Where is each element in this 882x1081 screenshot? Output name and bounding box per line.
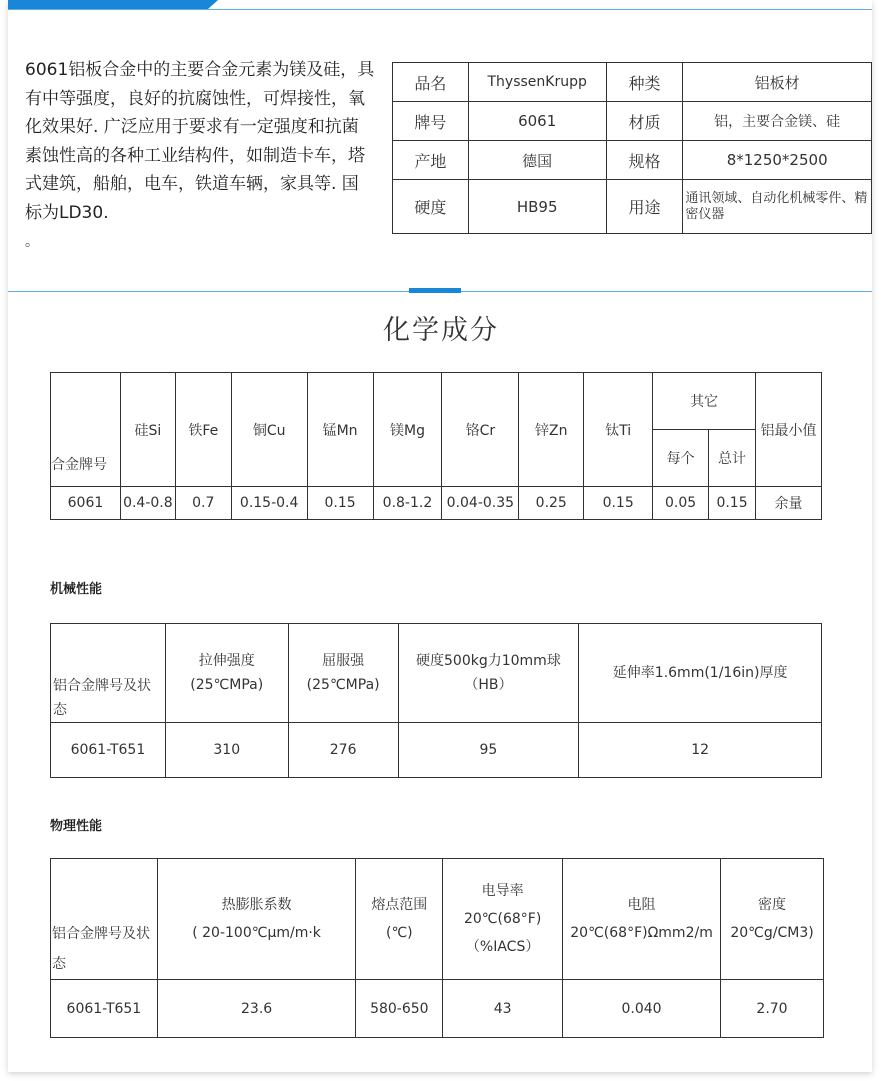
mech-header-text: 铝合金牌号及状态 (53, 677, 151, 718)
phys-header: 电阻 20℃(68°F)Ωmm2/m (563, 859, 721, 980)
spec-value: ThyssenKrupp (468, 63, 606, 102)
chem-header-mn: 锰Mn (307, 373, 373, 487)
chem-title: 化学成分 (383, 315, 499, 346)
mech-heading: 机械性能 (50, 582, 103, 597)
chem-table (50, 372, 822, 520)
table-row (51, 722, 822, 777)
phys-cell: 43 (443, 980, 563, 1038)
intro-tail: 。 (25, 234, 39, 250)
chem-header-si: 硅Si (120, 373, 175, 487)
chem-header-mg: 镁Mg (373, 373, 442, 487)
chem-cell: 0.15 (307, 487, 373, 520)
intro-paragraph (25, 56, 375, 257)
chem-cell: 0.15 (584, 487, 653, 520)
phys-cell: 0.040 (563, 980, 721, 1038)
chem-cell: 6061 (51, 487, 121, 520)
chem-cell: 0.8-1.2 (373, 487, 442, 520)
chem-header-cr: 铬Cr (442, 373, 519, 487)
phys-header: 电导率 20℃(68°F) （%IACS） (443, 859, 563, 980)
mech-cell: 12 (579, 722, 822, 777)
spec-row (393, 141, 872, 180)
spec-key: 规格 (606, 141, 683, 180)
chem-header-min: 铝最小值 (756, 373, 822, 487)
mech-header-row (51, 624, 822, 723)
mech-cell: 276 (288, 722, 398, 777)
mech-cell: 310 (165, 722, 288, 777)
chem-header-row (51, 373, 822, 430)
chem-header-other: 其它 (653, 373, 756, 430)
spec-value: 6061 (468, 102, 606, 141)
spec-key: 用途 (606, 180, 683, 234)
spec-key: 种类 (606, 63, 683, 102)
phys-heading: 物理性能 (50, 819, 103, 834)
chem-cell: 0.04-0.35 (442, 487, 519, 520)
spec-value: 德国 (468, 141, 606, 180)
intro-text: 6061铝板合金中的主要合金元素为镁及硅，具有中等强度，良好的抗腐蚀性，可焊接性，氧化效果好. 广泛应用于要求有一定强度和抗菌素蚀性高的各种工业结构件，如制造卡车，塔式建筑，船舶，电车，铁道车辆，家具等. 国标为LD30. (25, 60, 375, 223)
header-tab (8, 0, 208, 9)
header-line (8, 9, 872, 10)
phys-header: 密度 20℃g/CM3) (721, 859, 824, 980)
chem-cell: 0.7 (175, 487, 231, 520)
chem-cell: 0.15-0.4 (231, 487, 307, 520)
chem-cell: 0.05 (653, 487, 709, 520)
phys-cell: 580-650 (356, 980, 443, 1038)
phys-cell: 23.6 (157, 980, 356, 1038)
mech-header: 延伸率1.6mm(1/16in)厚度 (579, 624, 822, 723)
phys-cell: 2.70 (721, 980, 824, 1038)
chem-cell: 0.15 (709, 487, 756, 520)
phys-header (51, 859, 158, 980)
table-row (51, 980, 824, 1038)
mech-header (51, 624, 166, 723)
chem-header-cu: 铜Cu (231, 373, 307, 487)
chem-cell: 0.25 (519, 487, 584, 520)
phys-table (50, 858, 824, 1038)
mech-cell: 6061-T651 (51, 722, 166, 777)
chem-cell: 余量 (756, 487, 822, 520)
spec-value: 8*1250*2500 (683, 141, 872, 180)
spec-row (393, 102, 872, 141)
spec-value: HB95 (468, 180, 606, 234)
spec-value: 铝，主要合金镁、硅 (683, 102, 872, 141)
chem-header-ti: 钛Ti (584, 373, 653, 487)
phys-header-row (51, 859, 824, 980)
chem-cell: 0.4-0.8 (120, 487, 175, 520)
spec-key: 硬度 (393, 180, 469, 234)
divider-accent (409, 288, 461, 293)
chem-header-fe: 铁Fe (175, 373, 231, 487)
mech-table (50, 623, 822, 778)
spec-row (393, 63, 872, 102)
chem-header-zn: 锌Zn (519, 373, 584, 487)
phys-header: 熔点范围 (℃) (356, 859, 443, 980)
table-row (51, 487, 822, 520)
chem-header-total: 总计 (709, 430, 756, 487)
spec-row (393, 180, 872, 234)
spec-key: 品名 (393, 63, 469, 102)
spec-value: 铝板材 (683, 63, 872, 102)
spec-key: 产地 (393, 141, 469, 180)
chem-header-each: 每个 (653, 430, 709, 487)
mech-header: 拉伸强度 (25℃MPa) (165, 624, 288, 723)
spec-value: 通讯领域、自动化机械零件、精密仪器 (683, 180, 872, 234)
spec-key: 材质 (606, 102, 683, 141)
mech-cell: 95 (398, 722, 579, 777)
phys-header-text: 铝合金牌号及状态 (52, 926, 150, 973)
phys-header: 热膨胀系数 ( 20-100℃μm/m·k (157, 859, 356, 980)
phys-cell: 6061-T651 (51, 980, 158, 1038)
spec-key: 牌号 (393, 102, 469, 141)
mech-header: 硬度500kg力10mm球 （HB） (398, 624, 579, 723)
chem-alloy-header: 合金牌号 (51, 373, 121, 487)
spec-table (392, 62, 872, 234)
mech-header: 屈服强 (25℃MPa) (288, 624, 398, 723)
